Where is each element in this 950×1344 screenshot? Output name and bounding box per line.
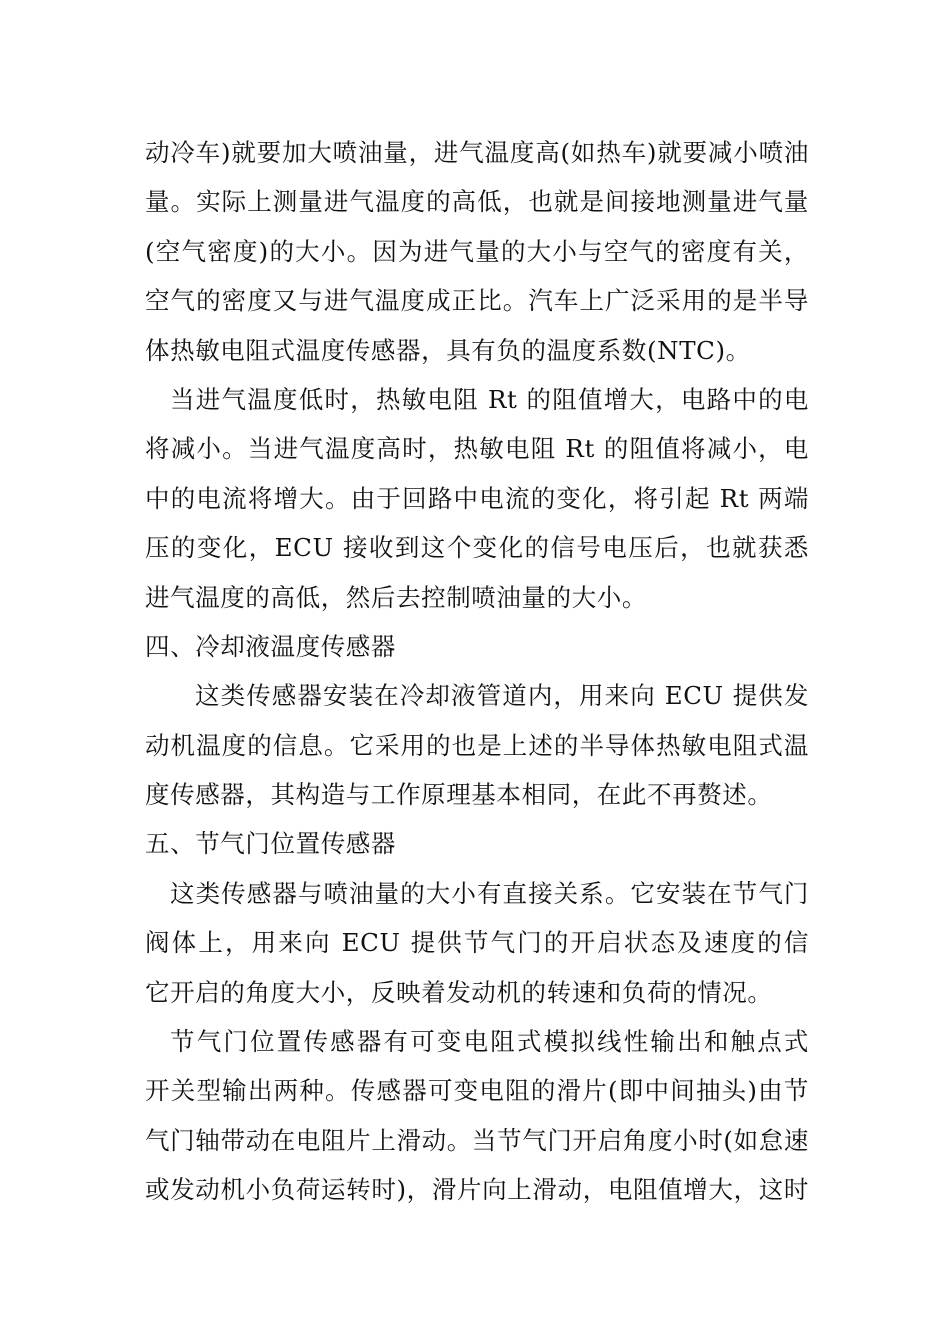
- heading-text: 四、冷却液温度传感器: [145, 631, 396, 661]
- text-line: 度传感器，其构造与工作原理基本相同，在此不再赘述。: [145, 780, 773, 810]
- paragraph-throttle-sensor-intro: [145, 869, 809, 1017]
- text-line: 这类传感器安装在冷却液管道内，用来向 ECU 提供发: [195, 681, 809, 711]
- text-line: 量。实际上测量进气温度的高低，也就是间接地测量进气量: [145, 187, 809, 217]
- heading-text: 五、节气门位置传感器: [145, 829, 396, 859]
- text-line: 它开启的角度大小，反映着发动机的转速和负荷的情况。: [145, 977, 773, 1007]
- text-line: (空气密度)的大小。因为进气量的大小与空气的密度有关，: [145, 236, 809, 266]
- paragraph-coolant-sensor: [145, 671, 809, 819]
- text-line: 节气门位置传感器有可变电阻式模拟线性输出和触点式: [170, 1027, 809, 1057]
- text-line: 中的电流将增大。由于回路中电流的变化，将引起 Rt 两端: [145, 483, 809, 513]
- paragraph-intake-temp-principle: [145, 375, 809, 622]
- text-line: 这类传感器与喷油量的大小有直接关系。它安装在节气门: [170, 878, 809, 908]
- section-heading-throttle-sensor: [145, 819, 809, 868]
- text-line: 体热敏电阻式温度传感器，具有负的温度系数(NTC)。: [145, 335, 751, 365]
- paragraph-intake-temp-intro: [145, 128, 809, 375]
- text-line: 动冷车)就要加大喷油量，进气温度高(如热车)就要减小喷油: [145, 138, 809, 167]
- text-line: 气门轴带动在电阻片上滑动。当节气门开启角度小时(如怠速: [145, 1125, 809, 1155]
- text-line: 压的变化，ECU 接收到这个变化的信号电压后，也就获悉: [145, 533, 809, 563]
- text-line: 当进气温度低时，热敏电阻 Rt 的阻值增大，电路中的电: [170, 384, 809, 414]
- text-line: 开关型输出两种。传感器可变电阻的滑片(即中间抽头)由节: [145, 1076, 809, 1106]
- text-line: 进气温度的高低，然后去控制喷油量的大小。: [145, 582, 647, 612]
- paragraph-throttle-sensor-types: [145, 1017, 809, 1215]
- text-line: 空气的密度又与进气温度成正比。汽车上广泛采用的是半导: [145, 286, 809, 316]
- text-line: 将减小。当进气温度高时，热敏电阻 Rt 的阻值将减小，电: [145, 434, 809, 464]
- section-heading-coolant-sensor: [145, 622, 809, 671]
- document-body: [145, 128, 809, 1215]
- text-line: 动机温度的信息。它采用的也是上述的半导体热敏电阻式温: [145, 730, 809, 760]
- text-line: 或发动机小负荷运转时)，滑片向上滑动，电阻值增大，这时: [145, 1175, 809, 1205]
- text-line: 阀体上，用来向 ECU 提供节气门的开启状态及速度的信: [145, 928, 809, 958]
